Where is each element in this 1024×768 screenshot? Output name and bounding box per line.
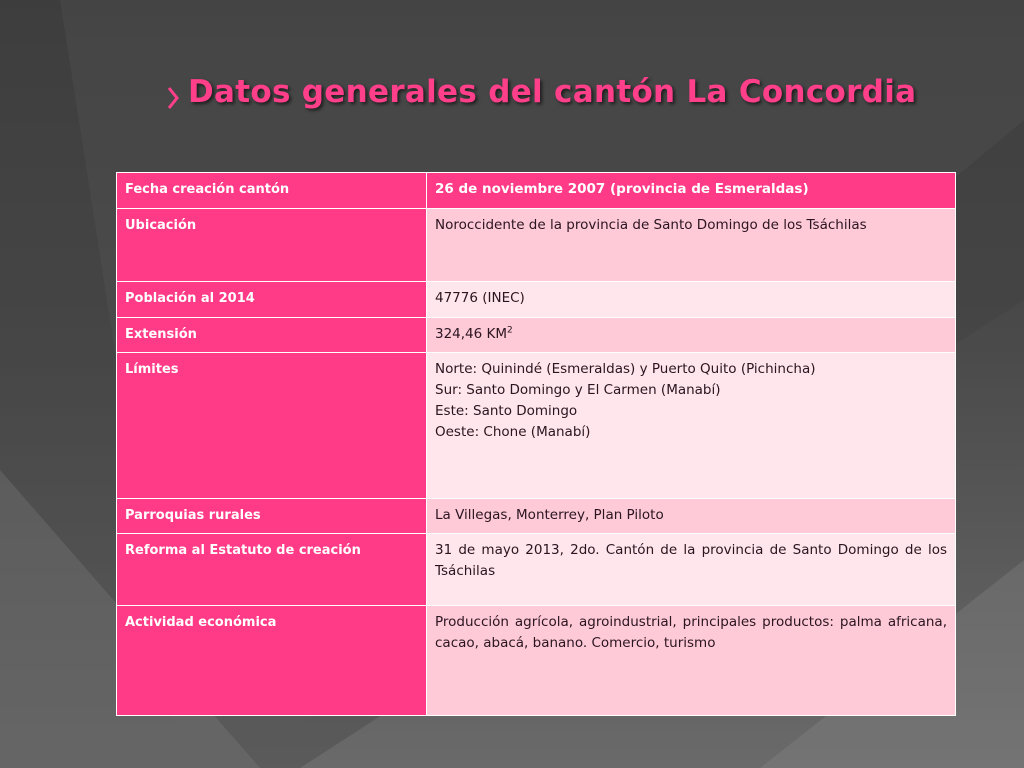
table-row [117,173,956,209]
table-row [117,606,956,716]
row-value [427,353,956,499]
row-label: Población al 2014 [117,282,427,318]
row-label: Parroquias rurales [117,499,427,534]
limit-line: Oeste: Chone (Manabí) [435,424,591,440]
table-row [117,209,956,282]
table-row [117,353,956,499]
slide-title: Datos generales del cantón La Concordia [188,74,917,110]
row-value: La Villegas, Monterrey, Plan Piloto [427,499,956,534]
table-row [117,499,956,534]
canton-data-table [116,172,956,716]
row-label: Fecha creación cantón [117,173,427,209]
row-label: Extensión [117,318,427,353]
row-label: Reforma al Estatuto de creación [117,534,427,606]
row-value: 31 de mayo 2013, 2do. Cantón de la provincia de Santo Domingo de los Tsáchilas [427,534,956,606]
row-label: Actividad económica [117,606,427,716]
table-row [117,282,956,318]
extension-value: 324,46 KM [435,326,508,342]
limit-line: Este: Santo Domingo [435,403,578,419]
limit-line: Norte: Quinindé (Esmeraldas) y Puerto Quito (Pichincha) [435,361,816,377]
row-value: 47776 (INEC) [427,282,956,318]
row-value: Producción agrícola, agroindustrial, principales productos: palma africana, cacao, abacá, banano. Comercio, turismo [427,606,956,716]
row-label: Ubicación [117,209,427,282]
row-label: Límites [117,353,427,499]
row-value: Noroccidente de la provincia de Santo Domingo de los Tsáchilas [427,209,956,282]
limit-line: Sur: Santo Domingo y El Carmen (Manabí) [435,382,721,398]
superscript: 2 [507,325,513,336]
table-row [117,534,956,606]
table-row [117,318,956,353]
row-value: 26 de noviembre 2007 (provincia de Esmeraldas) [427,173,956,209]
row-value [427,318,956,353]
